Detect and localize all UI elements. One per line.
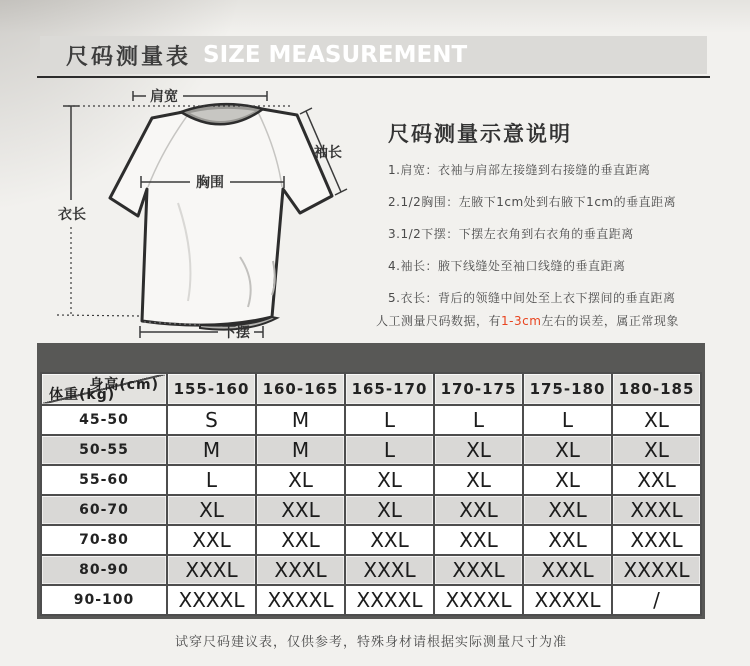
corner-cell — [41, 373, 167, 405]
size-cell: M — [256, 435, 345, 465]
size-cell: XXXL — [612, 495, 701, 525]
size-cell: XL — [612, 405, 701, 435]
size-cell: L — [523, 405, 612, 435]
hem-label: 下摆 — [222, 325, 250, 341]
instruction-item: 4.袖长：腋下线缝处至袖口线缝的垂直距离 — [388, 259, 626, 273]
weight-row-header: 70-80 — [41, 525, 167, 555]
size-cell: XL — [345, 495, 434, 525]
size-cell: L — [167, 465, 256, 495]
size-cell: XL — [434, 435, 523, 465]
size-cell: XXXL — [523, 555, 612, 585]
size-cell: XXXXL — [434, 585, 523, 615]
size-cell: XXXXL — [523, 585, 612, 615]
height-column-header: 170-175 — [434, 373, 523, 405]
corner-weight-label: 体重(kg) — [49, 387, 116, 403]
footer-note: 试穿尺码建议表，仅供参考，特殊身材请根据实际测量尺寸为准 — [174, 635, 567, 650]
height-column-header: 165-170 — [345, 373, 434, 405]
size-cell: XXL — [167, 525, 256, 555]
table-row — [41, 495, 701, 525]
size-cell: XXXL — [167, 555, 256, 585]
height-column-header: 175-180 — [523, 373, 612, 405]
table-row — [41, 465, 701, 495]
size-cell: XXXXL — [612, 555, 701, 585]
size-cell: XXL — [434, 525, 523, 555]
note-highlight: 1-3cm — [501, 314, 542, 328]
size-cell: XXL — [523, 495, 612, 525]
weight-row-header: 90-100 — [41, 585, 167, 615]
size-table-grid — [40, 372, 702, 616]
table-row — [41, 555, 701, 585]
size-cell: M — [167, 435, 256, 465]
tshirt-diagram — [50, 85, 360, 345]
garment-length-label: 衣长 — [58, 207, 86, 223]
size-cell: / — [612, 585, 701, 615]
size-cell: S — [167, 405, 256, 435]
size-table — [37, 343, 705, 619]
weight-row-header: 80-90 — [41, 555, 167, 585]
table-row — [41, 405, 701, 435]
page-title-en: SIZE MEASUREMENT — [203, 42, 468, 68]
size-cell: L — [434, 405, 523, 435]
size-cell: L — [345, 405, 434, 435]
size-cell: XXXL — [612, 525, 701, 555]
instructions-list — [388, 161, 736, 306]
tolerance-note — [376, 312, 679, 329]
page-title-cn: 尺码测量表 — [66, 44, 192, 70]
section-header — [40, 36, 707, 74]
header-underline — [37, 76, 710, 78]
size-cell: XXL — [256, 495, 345, 525]
size-cell: XXXXL — [345, 585, 434, 615]
weight-row-header: 55-60 — [41, 465, 167, 495]
size-cell: XL — [523, 465, 612, 495]
size-cell: XXXXL — [256, 585, 345, 615]
sleeve-length-label: 袖长 — [314, 145, 342, 161]
size-cell: XXL — [256, 525, 345, 555]
size-cell: M — [256, 405, 345, 435]
size-cell: XL — [167, 495, 256, 525]
size-cell: XXXXL — [167, 585, 256, 615]
size-cell: XXL — [434, 495, 523, 525]
size-cell: XL — [256, 465, 345, 495]
height-column-header: 155-160 — [167, 373, 256, 405]
weight-row-header: 50-55 — [41, 435, 167, 465]
size-cell: XL — [523, 435, 612, 465]
instructions-panel — [388, 118, 736, 321]
chest-label: 胸围 — [196, 175, 224, 191]
table-header-row — [41, 373, 701, 405]
shoulder-width-label: 肩宽 — [150, 89, 178, 105]
size-cell: XXL — [345, 525, 434, 555]
size-cell: L — [345, 435, 434, 465]
instruction-item: 3.1/2下摆：下摆左衣角到右衣角的垂直距离 — [388, 227, 634, 241]
note-prefix: 人工测量尺码数据，有 — [376, 314, 502, 328]
size-cell: XXL — [523, 525, 612, 555]
size-cell: XXL — [612, 465, 701, 495]
size-cell: XL — [612, 435, 701, 465]
size-cell: XXXL — [345, 555, 434, 585]
tshirt-outline — [110, 109, 332, 325]
note-suffix: 左右的误差，属正常现象 — [541, 314, 679, 328]
instruction-item: 1.肩宽：衣袖与肩部左接缝到右接缝的垂直距离 — [388, 163, 651, 177]
size-cell: XXXL — [434, 555, 523, 585]
table-row — [41, 525, 701, 555]
corner-height-label: 身高(cm) — [89, 377, 159, 393]
height-column-header: 180-185 — [612, 373, 701, 405]
size-cell: XL — [345, 465, 434, 495]
weight-row-header: 60-70 — [41, 495, 167, 525]
table-row — [41, 435, 701, 465]
size-cell: XXXL — [256, 555, 345, 585]
instruction-item: 5.衣长：背后的领缝中间处至上衣下摆间的垂直距离 — [388, 291, 676, 305]
size-cell: XL — [434, 465, 523, 495]
height-column-header: 160-165 — [256, 373, 345, 405]
instruction-item: 2.1/2胸围：左腋下1cm处到右腋下1cm的垂直距离 — [388, 195, 677, 209]
table-row — [41, 585, 701, 615]
instructions-title: 尺码测量示意说明 — [388, 122, 572, 146]
weight-row-header: 45-50 — [41, 405, 167, 435]
